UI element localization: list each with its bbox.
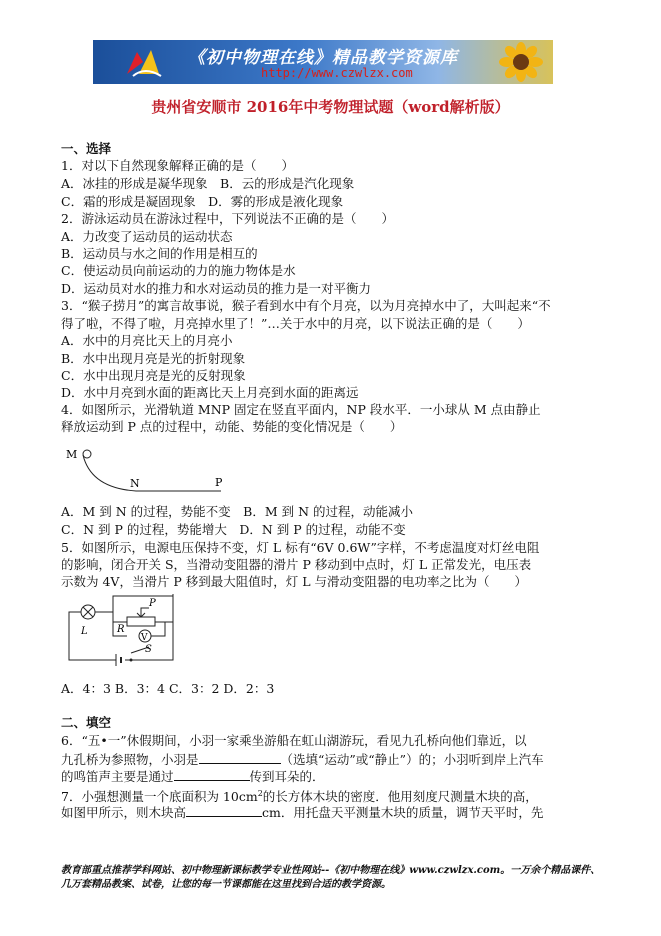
question-4-cont: 释放运动到 P 点的过程中，动能、势能的变化情况是（ ） bbox=[61, 419, 403, 434]
text-segment: 九孔桥为参照物，小羽是 bbox=[61, 752, 199, 767]
question-5-cont: 的影响，闭合开关 S，当滑动变阻器的滑片 P 移动到中点时，灯 L 正常发光，电压表 bbox=[61, 557, 532, 572]
label-r: R bbox=[117, 624, 125, 635]
ball-icon bbox=[83, 450, 91, 458]
label-s: S bbox=[145, 644, 152, 655]
voltmeter-label: V bbox=[141, 633, 148, 643]
text-segment: cm．用托盘天平测量木块的质量，调节天平时，先 bbox=[262, 805, 544, 820]
text-segment: 的鸣笛声主要是通过 bbox=[61, 769, 174, 784]
answer-blank bbox=[199, 751, 281, 764]
answer-blank bbox=[186, 804, 262, 817]
option-line: A．4：3 B．3：4 C．3：2 D．2：3 bbox=[61, 681, 275, 696]
label-m: M bbox=[66, 448, 78, 461]
circuit-diagram bbox=[61, 592, 186, 670]
footer-text: 教育部重点推荐学科网站、初中物理新课标教学专业性网站--《初中物理在线》www.czwlzx.com。一万余个精品课件、 bbox=[61, 865, 601, 876]
option-line: C．N 到 P 的过程，势能增大 D．N 到 P 的过程，动能不变 bbox=[61, 522, 406, 537]
label-l: L bbox=[81, 626, 88, 637]
question-7 bbox=[61, 786, 538, 805]
section-heading-fill: 二、填空 bbox=[61, 715, 112, 730]
section-heading-choice: 一、选择 bbox=[61, 141, 112, 156]
option-line: A．水中的月亮比天上的月亮小 bbox=[61, 333, 233, 348]
label-n: N bbox=[130, 477, 140, 490]
rheostat-icon bbox=[127, 617, 155, 626]
track-diagram bbox=[61, 443, 231, 497]
option-line: B．运动员与水之间的作用是相互的 bbox=[61, 246, 258, 261]
text-segment: 的长方体木块的密度．他用刻度尺测量木块的高， bbox=[262, 789, 538, 805]
banner-title: 《初中物理在线》精品教学资源库 bbox=[188, 48, 458, 68]
question-5: 5．如图所示，电源电压保持不变，灯 L 标有“6V 0.6W”字样，不考虑温度对灯丝电阻 bbox=[61, 540, 540, 555]
question-6-cont bbox=[61, 768, 325, 785]
option-line: A．冰挂的形成是凝华现象 B．云的形成是汽化现象 bbox=[61, 176, 355, 191]
lamp-icon bbox=[81, 605, 95, 619]
header-banner bbox=[93, 40, 553, 84]
question-2: 2．游泳运动员在游泳过程中，下列说法不正确的是（ ） bbox=[61, 211, 394, 226]
superscript-2: 2 bbox=[257, 789, 263, 798]
option-line: B．水中出现月亮是光的折射现象 bbox=[61, 351, 246, 366]
option-line: C．使运动员向前运动的力的施力物体是水 bbox=[61, 263, 296, 278]
site-logo-icon bbox=[123, 46, 163, 78]
battery-icon bbox=[116, 654, 121, 666]
label-p: P bbox=[149, 598, 156, 609]
sunflower-icon bbox=[493, 42, 549, 82]
option-line: A．力改变了运动员的运动状态 bbox=[61, 229, 233, 244]
answer-blank bbox=[174, 768, 250, 781]
question-4: 4．如图所示，光滑轨道 MNP 固定在竖直平面内，NP 段水平．一小球从 M 点由静止 bbox=[61, 402, 541, 417]
question-7-cont bbox=[61, 804, 543, 821]
option-line: C．水中出现月亮是光的反射现象 bbox=[61, 368, 246, 383]
question-1: 1．对以下自然现象解释正确的是（ ） bbox=[61, 158, 294, 173]
question-6: 6．“五•一”休假期间，小羽一家乘坐游船在虹山湖游玩，看见九孔桥向他们靠近，以 bbox=[61, 733, 527, 748]
option-line: D．运动员对水的推力和水对运动员的推力是一对平衡力 bbox=[61, 281, 372, 296]
option-line: D．水中月亮到水面的距离比天上月亮到水面的距离远 bbox=[61, 385, 359, 400]
option-line: A．M 到 N 的过程，势能不变 B．M 到 N 的过程，动能减小 bbox=[61, 504, 414, 519]
text-segment: 7．小强想测量一个底面积为 10cm bbox=[61, 789, 258, 805]
voltmeter-icon bbox=[139, 630, 151, 643]
footer-text: 几万套精品教案、试卷，让您的每一节课都能在这里找到合适的教学资源。 bbox=[61, 879, 391, 890]
text-segment: 传到耳朵的． bbox=[249, 769, 325, 784]
page-title: 贵州省安顺市 2016年中考物理试题（word解析版） bbox=[151, 98, 510, 116]
question-5-cont: 示数为 4V，当滑片 P 移到最大阻值时，灯 L 与滑动变阻器的电功率之比为（ ） bbox=[61, 574, 528, 589]
question-3-cont: 得了啦，不得了啦，月亮掉水里了！”…关于水中的月亮，以下说法正确的是（ ） bbox=[61, 316, 530, 331]
banner-url[interactable]: http://www.czwlzx.com bbox=[261, 66, 413, 80]
text-segment: 如图甲所示，则木块高 bbox=[61, 805, 187, 820]
question-3: 3．“猴子捞月”的寓言故事说，猴子看到水中有个月亮，以为月亮掉水中了，大叫起来“不 bbox=[61, 298, 551, 313]
label-p: P bbox=[215, 476, 223, 489]
question-6-cont bbox=[61, 751, 544, 768]
option-line: C．霜的形成是凝固现象 D．雾的形成是液化现象 bbox=[61, 194, 344, 209]
switch-icon bbox=[130, 659, 133, 662]
slider-arrow-icon bbox=[137, 608, 145, 617]
text-segment: （选填“运动”或“静止”）的；小羽听到岸上汽车 bbox=[280, 752, 544, 767]
